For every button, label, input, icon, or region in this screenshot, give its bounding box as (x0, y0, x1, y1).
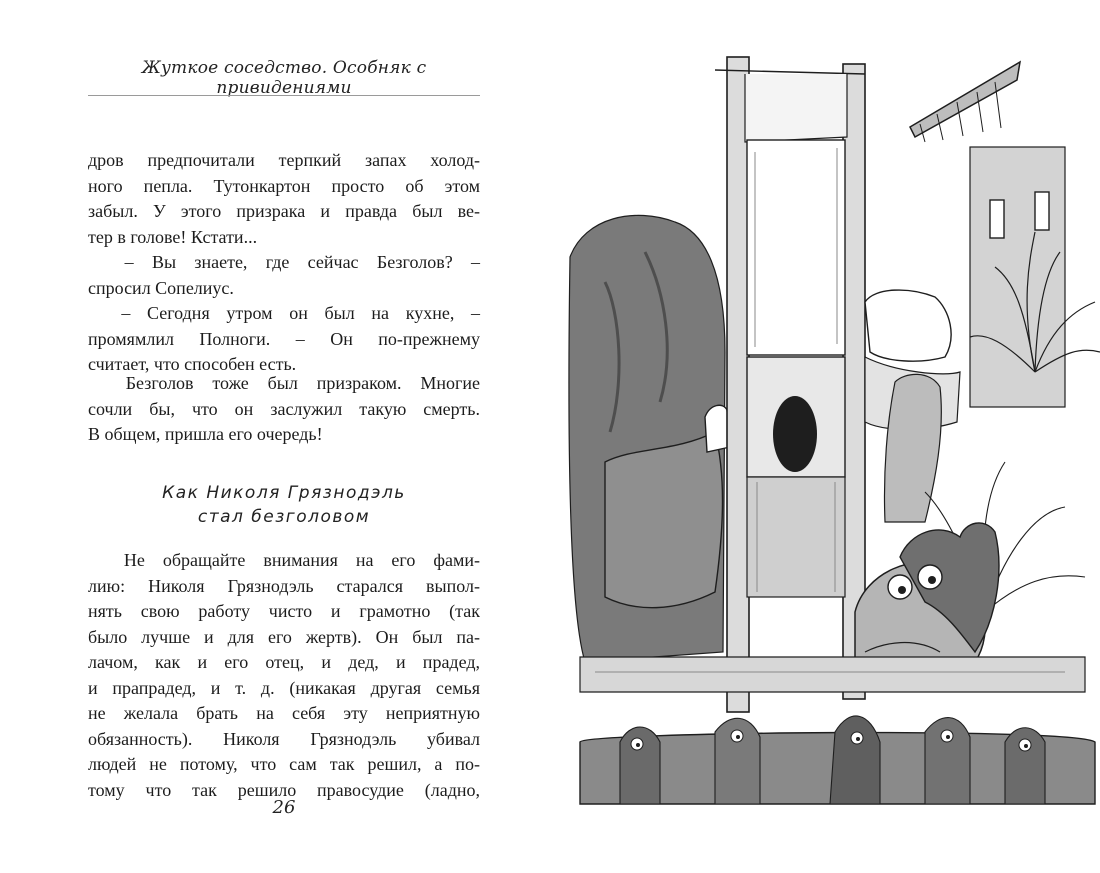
text-line: – Вы знаете, где сейчас Безголов? – (88, 252, 480, 272)
page-number: 26 (272, 797, 296, 818)
text-line: было лучше и для его жертв). Он был па- (88, 626, 480, 647)
scaffold-platform (580, 657, 1085, 692)
text-block-2 (88, 371, 480, 448)
text-line: ного пепла. Тутонкартон просто об этом (88, 175, 480, 196)
text-block-1 (88, 148, 480, 378)
text-line: нять свою работу чисто и грамотно (так (88, 601, 480, 621)
text-line: тому что так решило правосудие (ладно, (88, 779, 480, 800)
text-line: промямлил Полноги. – Он по-прежнему (88, 328, 480, 349)
text-line: тер в голове! Кстати... (88, 226, 258, 247)
text-block-3 (88, 548, 480, 803)
executioner-arm (605, 432, 723, 608)
text-line: – Сегодня утром он был на кухне, – (88, 303, 480, 323)
text-line: спросил Сопелиус. (88, 277, 234, 298)
illustration-svg (565, 52, 1100, 812)
text-line: людей не потому, что сам так решил, а по- (88, 754, 480, 774)
text-line: не желала брать на себя эту неприятную (88, 703, 480, 723)
crowd-of-ghosts (580, 716, 1095, 804)
chapter-title-line-2: стал безголовом (197, 507, 371, 527)
text-line: и прапрадед, и т. д. (никакая другая семья (88, 677, 480, 698)
text-line: В общем, пришла его очередь! (88, 424, 323, 444)
severed-head (855, 523, 999, 673)
text-line: забыл. У этого призрака и правда был ве- (88, 201, 480, 221)
text-line: лачом, как и его отец, и дед, и прадед, (88, 652, 480, 672)
guillotine-illustration (565, 52, 1100, 812)
text-line: Безголов тоже был призраком. Многие (88, 373, 480, 393)
header-rule (88, 95, 480, 96)
running-head: Жуткое соседство. Особняк с привидениями (141, 58, 427, 98)
chapter-title-line-1: Как Николя Грязнодэль (162, 483, 406, 503)
text-line: считает, что способен есть. (88, 354, 297, 374)
ghost-figure (884, 374, 941, 522)
guillotine-frame (715, 57, 865, 712)
text-line: лию: Николя Грязнодэль старался выпол- (88, 575, 480, 596)
text-line: сочли бы, что он заслужил такую смерть. (88, 398, 480, 419)
text-line: обязанность). Николя Грязнодэль убивал (88, 728, 480, 749)
text-line: дров предпочитали терпкий запах холод- (88, 150, 480, 170)
text-line: Не обращайте внимания на его фами- (88, 550, 480, 570)
chapter-title (88, 481, 480, 529)
